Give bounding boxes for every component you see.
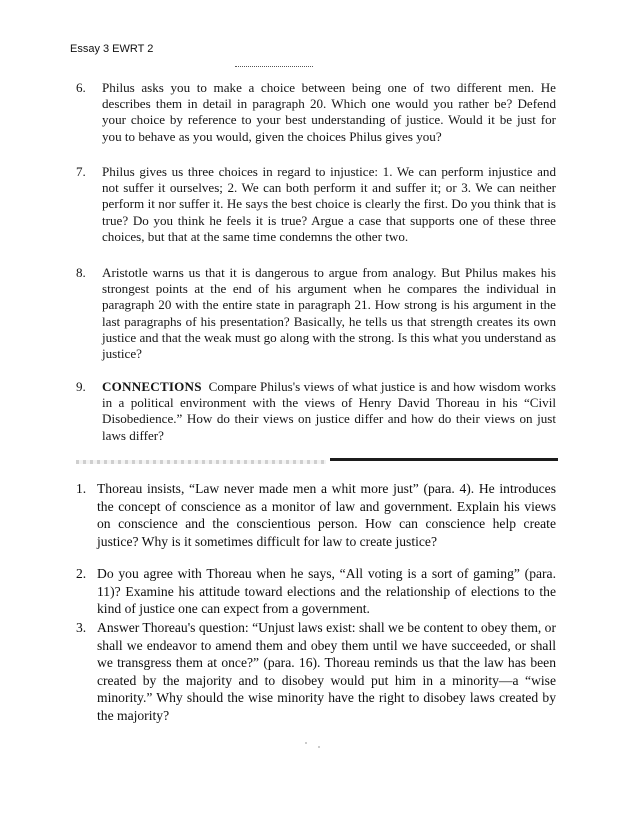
question-text: Thoreau insists, “Law never made men a whit more just” (para. 4). He introduces the concept of conscience as a monitor of law and government. Explain his views on conscience and the conscientious person. How can conscience help create justice? Why is it sometimes difficult for law to create justice? — [97, 481, 556, 549]
question-text: Philus asks you to make a choice between being one of two different men. He describes them in detail in paragraph 20. Which one would you rather be? Defend your choice by reference to your best understanding of justice. Would it be just for you to behave as you would, given the choices Philus gives you? — [102, 80, 556, 144]
thoreau-question-3 — [76, 619, 556, 725]
document-header: Essay 3 EWRT 2 — [70, 43, 154, 55]
question-number: 8. — [76, 265, 86, 280]
question-number: 9. — [76, 379, 86, 394]
connections-label: CONNECTIONS — [102, 379, 202, 394]
thoreau-question-1 — [76, 480, 556, 550]
thoreau-question-2 — [76, 565, 556, 618]
question-number: 6. — [76, 80, 86, 95]
question-text: Aristotle warns us that it is dangerous to argue from analogy. But Philus makes his strongest points at the end of his argument when he compares the individual in paragraph 20 with the entire state in paragraph 21. How strong is his argument in the last paragraphs of his presentation? Basically, he tells us that strength creates its own justice and that the weak must go along with the strong. Is this what you understand as justice? — [102, 265, 556, 362]
question-9 — [76, 379, 556, 444]
question-text: Philus gives us three choices in regard to injustice: 1. We can perform injustice and not suffer it ourselves; 2. We can both perform it and suffer it; or 3. We can neither perform it nor suffer it. He says the best choice is clearly the first. Do you think that is true? Do you think he feels it is true? Argue a case that supports one of these three choices, but that at the same time condemns the other two. — [102, 164, 556, 244]
cropped-text-fragment — [235, 66, 313, 73]
question-7 — [76, 164, 556, 245]
question-6 — [76, 80, 556, 145]
question-text: Compare Philus's views of what justice is and how wisdom works in a political environment with the views of Henry David Thoreau in his “Civil Disobedience.” How do their views on justice differ and how do their views on just laws differ? — [102, 379, 556, 443]
question-text: Answer Thoreau's question: “Unjust laws exist: shall we be content to obey them, or shall we endeavor to amend them and obey them until we have succeeded, or shall we transgress them at once?” (para. 16). Thoreau reminds us that the law has been created by the majority and to disobey would put him in a minority—a “wise minority.” Why should the wise minority have the right to disobey laws created by the majority? — [97, 620, 557, 723]
question-number: 1. — [76, 481, 87, 496]
question-text: Do you agree with Thoreau when he says, “All voting is a sort of gaming” (para. 11)? Examine his attitude toward elections and the relationship of elections to the kind of justice one can expect from a government. — [97, 566, 556, 617]
question-number: 2. — [76, 566, 87, 581]
faded-divider — [76, 460, 326, 464]
scan-speck — [305, 742, 307, 744]
question-8 — [76, 265, 556, 362]
question-number: 7. — [76, 164, 86, 179]
scan-speck — [318, 746, 320, 748]
section-divider — [330, 458, 558, 461]
question-number: 3. — [76, 620, 87, 635]
